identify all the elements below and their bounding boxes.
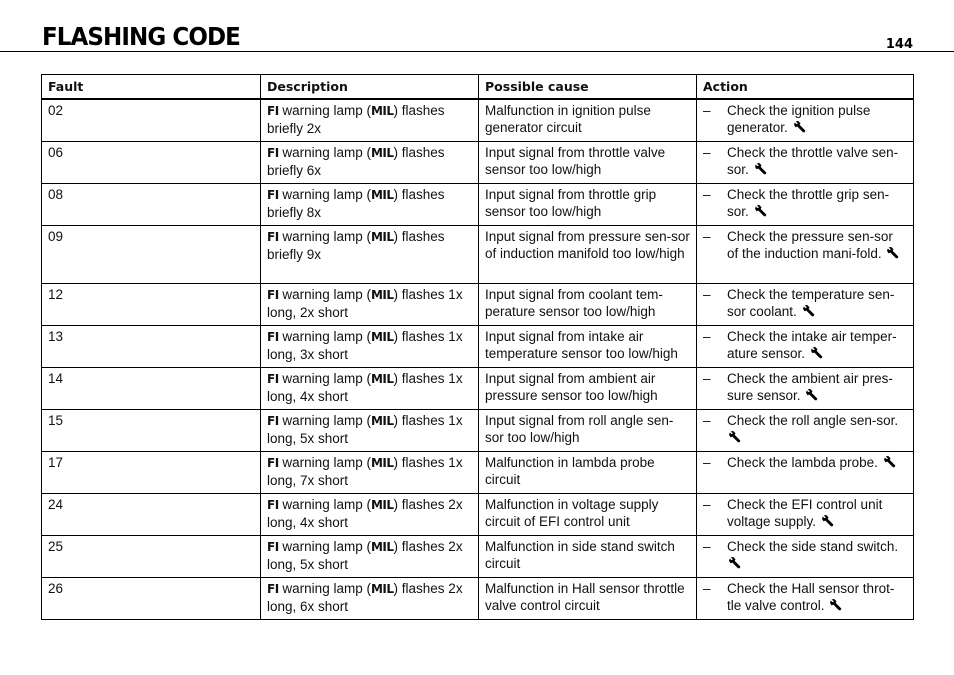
lamp-text: warning lamp ( [278, 187, 371, 202]
fi-abbreviation: FI [267, 414, 279, 428]
table-row [42, 536, 914, 578]
fault-code-cell: 14 [42, 368, 261, 410]
description-cell [261, 578, 479, 620]
table-row [42, 326, 914, 368]
fault-code-cell: 26 [42, 578, 261, 620]
fi-abbreviation: FI [267, 330, 279, 344]
column-header-fault: Fault [42, 75, 261, 100]
action-text: Check the throttle grip sen-sor. [727, 187, 890, 219]
description-tail: flashes briefly 8x [267, 187, 449, 220]
fi-abbreviation: FI [267, 146, 279, 160]
lamp-text: warning lamp ( [278, 497, 371, 512]
description-tail: flashes 2x long, 6x short [267, 581, 467, 614]
mil-abbreviation: MIL [370, 146, 394, 160]
page-header [0, 0, 954, 52]
fi-abbreviation: FI [267, 288, 279, 302]
possible-cause-cell: Input signal from ambient air pressure sensor too low/high [479, 368, 697, 410]
description-tail: flashes 2x long, 4x short [267, 497, 467, 530]
mil-abbreviation: MIL [370, 188, 394, 202]
table-row [42, 284, 914, 326]
table-row [42, 494, 914, 536]
list-dash: – [703, 413, 711, 428]
lamp-text: warning lamp ( [278, 371, 371, 386]
wrench-icon [803, 304, 816, 317]
list-dash: – [703, 329, 711, 344]
wrench-icon [887, 246, 900, 259]
description-cell [261, 284, 479, 326]
lamp-text-close: ) [393, 413, 402, 428]
table-body [42, 99, 914, 620]
action-cell [697, 494, 914, 536]
possible-cause-cell: Malfunction in ignition pulse generator circuit [479, 99, 697, 142]
list-dash: – [703, 581, 711, 596]
column-header-action: Action [697, 75, 914, 100]
lamp-text: warning lamp ( [278, 539, 371, 554]
table-row [42, 452, 914, 494]
description-cell [261, 142, 479, 184]
list-dash: – [703, 187, 711, 202]
flashing-code-table [41, 74, 914, 620]
wrench-icon [755, 204, 768, 217]
possible-cause-cell: Input signal from coolant tem-perature sensor too low/high [479, 284, 697, 326]
lamp-text-close: ) [393, 497, 402, 512]
wrench-icon [830, 598, 843, 611]
table-row [42, 410, 914, 452]
action-cell [697, 410, 914, 452]
wrench-icon [811, 346, 824, 359]
mil-abbreviation: MIL [370, 372, 394, 386]
action-cell [697, 184, 914, 226]
action-cell [697, 226, 914, 284]
possible-cause-cell: Input signal from intake air temperature sensor too low/high [479, 326, 697, 368]
possible-cause-cell: Input signal from pressure sen-sor of induction manifold too low/high [479, 226, 697, 284]
list-dash: – [703, 455, 711, 470]
list-dash: – [703, 497, 711, 512]
action-text: Check the pressure sen-sor of the induction mani-fold. [727, 229, 893, 261]
table-row [42, 142, 914, 184]
action-cell [697, 536, 914, 578]
lamp-text-close: ) [393, 371, 402, 386]
fault-code-cell: 06 [42, 142, 261, 184]
description-cell [261, 184, 479, 226]
description-cell [261, 410, 479, 452]
wrench-icon [794, 120, 807, 133]
lamp-text: warning lamp ( [278, 287, 371, 302]
fi-abbreviation: FI [267, 188, 279, 202]
action-text: Check the Hall sensor throt-tle valve control. [727, 581, 895, 613]
action-text: Check the lambda probe. [727, 455, 878, 470]
fault-code-cell: 24 [42, 494, 261, 536]
possible-cause-cell: Input signal from throttle valve sensor too low/high [479, 142, 697, 184]
fault-code-cell: 09 [42, 226, 261, 284]
table-row [42, 368, 914, 410]
lamp-text-close: ) [393, 145, 402, 160]
wrench-icon [806, 388, 819, 401]
lamp-text-close: ) [393, 187, 402, 202]
lamp-text-close: ) [393, 103, 402, 118]
mil-abbreviation: MIL [370, 330, 394, 344]
fi-abbreviation: FI [267, 104, 279, 118]
mil-abbreviation: MIL [370, 230, 394, 244]
action-text: Check the ambient air pres-sure sensor. [727, 371, 893, 403]
description-cell [261, 494, 479, 536]
mil-abbreviation: MIL [370, 498, 394, 512]
action-cell [697, 142, 914, 184]
lamp-text: warning lamp ( [278, 413, 371, 428]
fault-code-cell: 17 [42, 452, 261, 494]
list-dash: – [703, 539, 711, 554]
action-text: Check the temperature sen-sor coolant. [727, 287, 895, 319]
action-cell [697, 368, 914, 410]
list-dash: – [703, 229, 711, 244]
description-tail: flashes briefly 9x [267, 229, 449, 262]
description-cell [261, 326, 479, 368]
fi-abbreviation: FI [267, 230, 279, 244]
description-tail: flashes 1x long, 2x short [267, 287, 467, 320]
lamp-text: warning lamp ( [278, 229, 371, 244]
wrench-icon [822, 514, 835, 527]
mil-abbreviation: MIL [370, 582, 394, 596]
description-cell [261, 368, 479, 410]
wrench-icon [884, 455, 897, 468]
possible-cause-cell: Input signal from throttle grip sensor too low/high [479, 184, 697, 226]
fault-code-cell: 08 [42, 184, 261, 226]
fi-abbreviation: FI [267, 372, 279, 386]
lamp-text-close: ) [393, 581, 402, 596]
table-row [42, 578, 914, 620]
lamp-text: warning lamp ( [278, 329, 371, 344]
lamp-text-close: ) [393, 539, 402, 554]
fault-code-cell: 02 [42, 99, 261, 142]
description-tail: flashes 1x long, 4x short [267, 371, 467, 404]
action-cell [697, 326, 914, 368]
description-tail: flashes 2x long, 5x short [267, 539, 467, 572]
description-tail: flashes briefly 2x [267, 103, 449, 136]
action-text: Check the ignition pulse generator. [727, 103, 871, 135]
wrench-icon [755, 162, 768, 175]
action-cell [697, 99, 914, 142]
mil-abbreviation: MIL [370, 414, 394, 428]
lamp-text: warning lamp ( [278, 455, 371, 470]
list-dash: – [703, 145, 711, 160]
column-header-possible-cause: Possible cause [479, 75, 697, 100]
possible-cause-cell: Malfunction in Hall sensor throttle valve control circuit [479, 578, 697, 620]
list-dash: – [703, 287, 711, 302]
lamp-text-close: ) [393, 287, 402, 302]
fi-abbreviation: FI [267, 456, 279, 470]
wrench-icon [729, 556, 742, 569]
action-text: Check the intake air temper-ature sensor. [727, 329, 897, 361]
page-title: FLASHING CODE [42, 22, 240, 51]
action-cell [697, 284, 914, 326]
lamp-text-close: ) [393, 229, 402, 244]
action-cell [697, 452, 914, 494]
column-header-description: Description [261, 75, 479, 100]
fault-code-cell: 13 [42, 326, 261, 368]
description-tail: flashes 1x long, 3x short [267, 329, 467, 362]
fault-code-cell: 12 [42, 284, 261, 326]
fi-abbreviation: FI [267, 582, 279, 596]
possible-cause-cell: Malfunction in lambda probe circuit [479, 452, 697, 494]
description-cell [261, 226, 479, 284]
table-row [42, 184, 914, 226]
action-text: Check the throttle valve sen-sor. [727, 145, 899, 177]
fault-code-cell: 15 [42, 410, 261, 452]
lamp-text: warning lamp ( [278, 581, 371, 596]
lamp-text: warning lamp ( [278, 145, 371, 160]
action-text: Check the roll angle sen-sor. [727, 413, 899, 428]
lamp-text-close: ) [393, 455, 402, 470]
fi-abbreviation: FI [267, 498, 279, 512]
list-dash: – [703, 103, 711, 118]
mil-abbreviation: MIL [370, 456, 394, 470]
possible-cause-cell: Malfunction in side stand switch circuit [479, 536, 697, 578]
action-text: Check the side stand switch. [727, 539, 899, 554]
possible-cause-cell: Input signal from roll angle sen-sor too low/high [479, 410, 697, 452]
wrench-icon [729, 430, 742, 443]
action-text: Check the EFI control unit voltage supply. [727, 497, 883, 529]
mil-abbreviation: MIL [370, 540, 394, 554]
lamp-text-close: ) [393, 329, 402, 344]
mil-abbreviation: MIL [370, 288, 394, 302]
fault-code-cell: 25 [42, 536, 261, 578]
description-tail: flashes 1x long, 7x short [267, 455, 467, 488]
possible-cause-cell: Malfunction in voltage supply circuit of EFI control unit [479, 494, 697, 536]
description-tail: flashes briefly 6x [267, 145, 449, 178]
table-header-row [42, 75, 914, 100]
action-cell [697, 578, 914, 620]
description-cell [261, 452, 479, 494]
description-tail: flashes 1x long, 5x short [267, 413, 467, 446]
lamp-text: warning lamp ( [278, 103, 371, 118]
table-row [42, 99, 914, 142]
mil-abbreviation: MIL [370, 104, 394, 118]
page-number: 144 [885, 37, 913, 52]
table-row [42, 226, 914, 284]
description-cell [261, 536, 479, 578]
list-dash: – [703, 371, 711, 386]
description-cell [261, 99, 479, 142]
fi-abbreviation: FI [267, 540, 279, 554]
